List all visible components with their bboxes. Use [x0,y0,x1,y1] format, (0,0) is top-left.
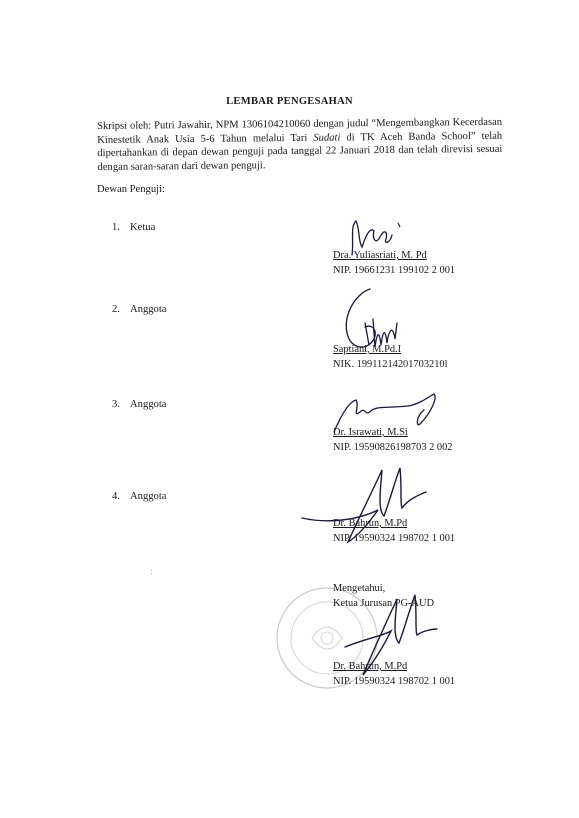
member-role: Anggota [130,399,167,410]
signatory-name: Dr. Israwati, M.Si [333,427,408,438]
member-3-signature-block [333,425,453,455]
member-4-role-line [112,491,166,502]
approval-signature-block [333,659,455,689]
member-number: 2. [112,304,120,315]
signatory-name: Dr. Bahrun, M.Pd [333,661,408,672]
signatory-id: NIP. 19590826198703 2 002 [333,442,453,453]
document-title: LEMBAR PENGESAHAN [226,96,353,107]
member-number: 4. [112,491,120,502]
member-role: Anggota [130,304,167,315]
member-1-role-line [112,222,155,233]
signatory-name: Dr. Bahrun, M.Pd [333,518,408,529]
signatory-id: NIK. 19911214201703210l [333,359,448,370]
intro-italic-term: Sudati [313,131,341,144]
intro-paragraph [97,116,503,174]
approval-label: Mengetahui, [333,583,386,594]
member-2-role-line [112,304,166,315]
member-1-signature-block [333,248,455,278]
member-4-signature-block [333,516,455,546]
signatory-name: Saptiani, M.Pd.I [333,344,402,355]
member-number: 3. [112,399,120,410]
member-role: Ketua [130,222,156,233]
approval-position: Ketua Jurusan PG-AUD [333,598,435,609]
approval-block [333,581,434,611]
signatory-name: Dra. Yuliasriati, M. Pd [333,250,427,261]
signatory-id: NIP. 19661231 199102 2 001 [333,265,456,276]
member-number: 1. [112,222,120,233]
signatory-id: NIP. 19590324 198702 1 001 [333,533,456,544]
scan-speck: : [150,566,153,576]
signatory-id: NIP. 19590324 198702 1 001 [333,676,456,687]
examiners-label: Dewan Penguji: [97,184,165,195]
intro-text-1: Skripsi oleh: Putri Jawahir, NPM 1306104210060 dengan judul “Mengembangkan Kecerdasan Kinestetik Anak Usia 5-6 Tahun melalui Tari [97,116,503,146]
member-2-signature-block [333,342,447,372]
intro-text-2: di TK Aceh Banda School” telah dipertahankan di depan dewan penguji pada tanggal 22 Januari 2018 dan telah direvisi sesuai dengan saran-saran dari dewan penguji. [97,130,503,173]
member-role: Anggota [130,491,167,502]
member-3-role-line [112,399,166,410]
